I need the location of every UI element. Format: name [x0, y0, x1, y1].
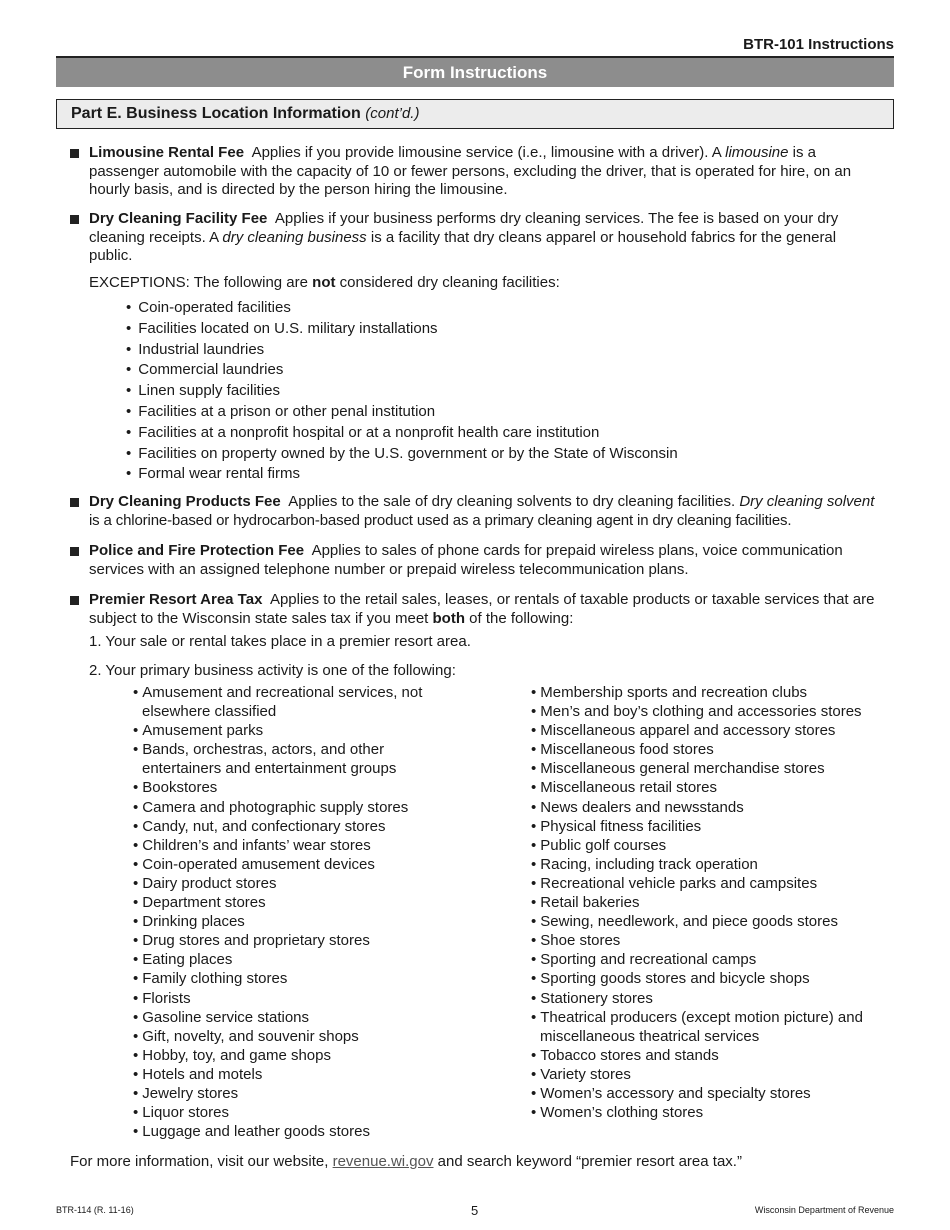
list-item: • Commercial laundries [126, 360, 678, 381]
list-item: • Eating places [133, 950, 463, 969]
resort-text: Applies to the retail sales, leases, or rentals of taxable products or taxable services that are subject to the Wisconsin state sales tax if you meet [89, 591, 875, 627]
exceptions-bold: not [312, 274, 336, 291]
list-item: • Miscellaneous apparel and accessory stores [531, 721, 891, 740]
list-item: • Department stores [133, 893, 463, 912]
limousine-section [70, 144, 882, 200]
products-italic: Dry cleaning solvent [739, 493, 875, 510]
limousine-text: Applies if you provide limousine service (i.e., limousine with a driver). A [251, 144, 726, 161]
list-item: • Miscellaneous retail stores [531, 778, 891, 797]
resort-text-2: of the following: [464, 609, 574, 627]
footer-form-id: BTR-114 (R. 11-16) [56, 1205, 134, 1215]
list-item: • Facilities at a prison or other penal institution [126, 402, 678, 423]
part-title: Part E. Business Location Information [71, 105, 361, 122]
list-item: • Gasoline service stations [133, 1008, 463, 1027]
list-item: • Drug stores and proprietary stores [133, 931, 463, 950]
list-item: • Sewing, needlework, and piece goods stores [531, 912, 891, 931]
list-item: • Formal wear rental firms [126, 464, 678, 485]
square-bullet-icon [70, 547, 79, 556]
square-bullet-icon [70, 596, 79, 605]
list-item: • Membership sports and recreation clubs [531, 683, 891, 702]
exceptions-intro [89, 274, 560, 291]
exceptions-text-2: considered dry cleaning facilities: [335, 274, 560, 291]
list-item: • Coin-operated amusement devices [133, 855, 463, 874]
business-activity-list-left [133, 683, 463, 1141]
list-item: • Linen supply facilities [126, 381, 678, 402]
footer-agency: Wisconsin Department of Revenue [754, 1205, 894, 1215]
limousine-term: Limousine Rental Fee [89, 144, 245, 161]
list-item: • Shoe stores [531, 931, 891, 950]
drycleaning-text-2: is a facility that dry cleans apparel or household fabrics for the general public. [89, 228, 837, 264]
list-item: • Camera and photographic supply stores [133, 798, 463, 817]
police-fire-section [70, 542, 882, 579]
list-item: • Amusement and recreational services, not elsewhere classified [133, 683, 463, 721]
form-instructions-banner: Form Instructions [56, 56, 894, 87]
more-information [70, 1153, 742, 1170]
exceptions-list [126, 298, 678, 485]
dry-cleaning-facility-section [70, 210, 882, 266]
list-item: • Facilities on property owned by the U.S. government or by the State of Wisconsin [126, 444, 678, 465]
list-item: • Women’s clothing stores [531, 1103, 891, 1122]
list-item: • Amusement parks [133, 721, 463, 740]
square-bullet-icon [70, 149, 79, 158]
list-item: • Gift, novelty, and souvenir shops [133, 1027, 463, 1046]
part-contd: (cont’d.) [365, 105, 420, 122]
list-item: • Luggage and leather goods stores [133, 1122, 463, 1141]
products-term: Dry Cleaning Products Fee [89, 493, 281, 510]
list-item: • News dealers and newsstands [531, 798, 891, 817]
list-item: • Industrial laundries [126, 340, 678, 361]
list-item: • Jewelry stores [133, 1084, 463, 1103]
list-item: • Tobacco stores and stands [531, 1046, 891, 1065]
list-item: • Women’s accessory and specialty stores [531, 1084, 891, 1103]
police-term: Police and Fire Protection Fee [89, 542, 305, 559]
more-info-text-2: and search keyword “premier resort area tax.” [433, 1153, 742, 1170]
list-item: • Theatrical producers (except motion picture) and miscellaneous theatrical services [531, 1008, 891, 1046]
more-info-text: For more information, visit our website, [70, 1153, 333, 1170]
police-text: Applies to sales of phone cards for prepaid wireless plans, voice communication services with an assigned telephone number or prepaid wireless telecommunication plans. [89, 542, 843, 578]
list-item: • Recreational vehicle parks and campsites [531, 874, 891, 893]
drycleaning-term: Dry Cleaning Facility Fee [89, 210, 268, 227]
list-item: • Facilities at a nonprofit hospital or at a nonprofit health care institution [126, 423, 678, 444]
products-text-2: is a chlorine-based or hydrocarbon-based product used as a primary cleaning agent in dry cleaning facilities. [89, 511, 792, 529]
resort-condition-2: 2. Your primary business activity is one of the following: [89, 662, 456, 679]
part-e-header [56, 99, 894, 129]
square-bullet-icon [70, 215, 79, 224]
list-item: • Bookstores [133, 778, 463, 797]
list-item: • Variety stores [531, 1065, 891, 1084]
list-item: • Men’s and boy’s clothing and accessories stores [531, 702, 891, 721]
list-item: • Physical fitness facilities [531, 817, 891, 836]
square-bullet-icon [70, 498, 79, 507]
list-item: • Hotels and motels [133, 1065, 463, 1084]
list-item: • Liquor stores [133, 1103, 463, 1122]
list-item: • Family clothing stores [133, 969, 463, 988]
list-item: • Drinking places [133, 912, 463, 931]
document-title: BTR-101 Instructions [743, 36, 894, 53]
list-item: • Coin-operated facilities [126, 298, 678, 319]
list-item: • Racing, including track operation [531, 855, 891, 874]
resort-term: Premier Resort Area Tax [89, 591, 263, 608]
list-item: • Candy, nut, and confectionary stores [133, 817, 463, 836]
list-item: • Retail bakeries [531, 893, 891, 912]
products-text: Applies to the sale of dry cleaning solvents to dry cleaning facilities. [288, 493, 740, 510]
list-item: • Miscellaneous food stores [531, 740, 891, 759]
drycleaning-text: Applies if your business performs dry cleaning services. The fee is based on your dry cleaning receipts. A [89, 210, 839, 246]
limousine-italic: limousine [725, 144, 789, 161]
list-item: • Sporting and recreational camps [531, 950, 891, 969]
list-item: • Children’s and infants’ wear stores [133, 836, 463, 855]
resort-bold: both [432, 609, 465, 627]
list-item: • Stationery stores [531, 989, 891, 1008]
dry-cleaning-products-section [70, 493, 882, 530]
business-activity-list-right [531, 683, 891, 1122]
list-item: • Facilities located on U.S. military installations [126, 319, 678, 340]
list-item: • Florists [133, 989, 463, 1008]
list-item: • Sporting goods stores and bicycle shops [531, 969, 891, 988]
list-item: • Hobby, toy, and game shops [133, 1046, 463, 1065]
revenue-website-link[interactable]: revenue.wi.gov [332, 1153, 434, 1170]
list-item: • Bands, orchestras, actors, and other entertainers and entertainment groups [133, 740, 463, 778]
premier-resort-section [70, 591, 882, 628]
drycleaning-italic: dry cleaning business [222, 228, 367, 246]
resort-condition-1: 1. Your sale or rental takes place in a premier resort area. [89, 633, 471, 650]
list-item: • Miscellaneous general merchandise stores [531, 759, 891, 778]
exceptions-text: EXCEPTIONS: The following are [89, 274, 313, 291]
list-item: • Public golf courses [531, 836, 891, 855]
page-number: 5 [471, 1203, 479, 1218]
limousine-text-2: is a passenger automobile with the capacity of 10 or fewer persons, excluding the driver, that is operated for hire, on an hourly basis, and is directed by the person hiring the limousine. [89, 144, 852, 198]
list-item: • Dairy product stores [133, 874, 463, 893]
